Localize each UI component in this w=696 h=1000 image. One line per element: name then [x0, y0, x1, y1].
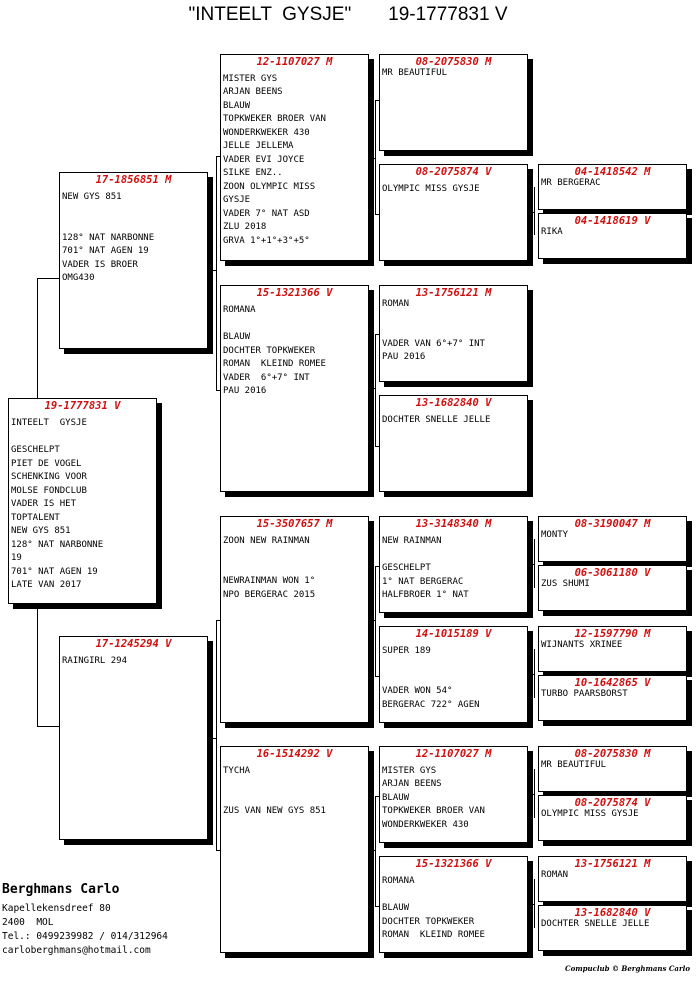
- pigeon-info-line: 701° NAT AGEN 19: [62, 246, 149, 256]
- software-credit: Compuclub © Berghmans Carlo: [565, 964, 690, 973]
- pigeon-info-line: WONDERKWEKER 430: [382, 820, 469, 830]
- owner-city: 2400 MOL: [2, 917, 54, 928]
- tree-connector: [216, 850, 220, 851]
- pigeon-info-line: 1° NAT BERGERAC: [382, 577, 464, 587]
- tree-connector: [534, 649, 535, 698]
- pigeon-info-line: ROMANA: [382, 876, 415, 886]
- tree-connector: [375, 100, 379, 101]
- owner-address: Kapellekensdreef 80: [2, 903, 111, 914]
- pigeon-info-line: ZUS VAN NEW GYS 851: [223, 806, 326, 816]
- pigeon-card-sire: [59, 172, 208, 349]
- pigeon-card-sss: [379, 54, 528, 151]
- pigeon-info-line: VADER IS BROER: [62, 260, 138, 270]
- pigeon-info-line: BLAUW: [382, 903, 410, 913]
- ring-number: 13-1756121 M: [574, 858, 651, 870]
- pigeon-info-line: DOCHTER TOPKWEKER: [382, 917, 475, 927]
- pigeon-card-ds: [220, 516, 369, 723]
- pigeon-info-line: MOLSE FONDCLUB: [11, 486, 87, 496]
- pigeon-info-line: DOCHTER TOPKWEKER: [223, 346, 316, 356]
- tree-connector: [528, 794, 534, 795]
- pigeon-info-line: JELLE JELLEMA: [223, 141, 294, 151]
- pigeon-info-line: OMG430: [62, 273, 95, 283]
- pigeon-card-4-1: [538, 164, 687, 210]
- pigeon-info-line: RAINGIRL 294: [62, 656, 128, 666]
- ring-number: 13-1682840 V: [415, 397, 492, 409]
- pigeon-info-line: BLAUW: [223, 101, 251, 111]
- pigeon-info-line: TURBO PAARSBORST: [541, 689, 628, 699]
- pigeon-card-dss: [379, 516, 528, 613]
- pigeon-info-line: ZLU 2018: [223, 222, 267, 232]
- ring-number: 06-3061180 V: [574, 567, 651, 579]
- tree-connector: [216, 390, 220, 391]
- ring-number: 08-2075874 V: [574, 797, 651, 809]
- pigeon-card-ssd: [379, 164, 528, 261]
- tree-connector: [528, 564, 534, 565]
- pigeon-info-line: ARJAN BEENS: [223, 87, 283, 97]
- ring-number: 04-1418542 M: [574, 166, 651, 178]
- tree-connector: [37, 726, 59, 727]
- pigeon-info-line: VADER 6°+7° INT: [223, 373, 310, 383]
- ring-number: 08-3190047 M: [574, 518, 651, 530]
- pigeon-card-4-6: [538, 675, 687, 721]
- pigeon-info-line: SUPER 189: [382, 646, 431, 656]
- pigeon-info-line: ZOON OLYMPIC MISS: [223, 182, 316, 192]
- pigeon-info-line: RIKA: [541, 227, 563, 237]
- pigeon-info-line: ZUS SHUMI: [541, 579, 590, 589]
- pigeon-info-line: TOPKWEKER BROER VAN: [382, 806, 485, 816]
- pigeon-info-line: DOCHTER SNELLE JELLE: [382, 415, 491, 425]
- owner-name: Berghmans Carlo: [2, 882, 120, 897]
- pigeon-info-line: GYSJE: [223, 195, 251, 205]
- pigeon-info-line: MR BEAUTIFUL: [382, 68, 448, 78]
- ring-number: 04-1418619 V: [574, 215, 651, 227]
- tree-connector: [534, 187, 535, 235]
- pigeon-card-ddd: [379, 856, 528, 953]
- pigeon-info-line: SILKE ENZ..: [223, 168, 283, 178]
- pigeon-info-line: TOPKWEKER BROER VAN: [223, 114, 326, 124]
- pigeon-info-line: HALFBROER 1° NAT: [382, 590, 469, 600]
- pigeon-info-line: TYCHA: [223, 766, 251, 776]
- pigeon-info-line: VADER VAN 6°+7° INT: [382, 339, 485, 349]
- pigeon-info-line: WONDERKWEKER 430: [223, 128, 310, 138]
- tree-connector: [208, 738, 216, 739]
- ring-number: 13-1756121 M: [415, 287, 492, 299]
- pigeon-info-line: GESCHELPT: [382, 563, 431, 573]
- tree-connector: [534, 879, 535, 928]
- pigeon-info-line: BLAUW: [382, 793, 410, 803]
- pigeon-card-4-7: [538, 746, 687, 792]
- pigeon-info-line: GESCHELPT: [11, 445, 60, 455]
- pigeon-card-4-9: [538, 856, 687, 902]
- tree-connector: [369, 620, 375, 621]
- pigeon-info-line: NEW RAINMAN: [382, 536, 442, 546]
- pigeon-info-line: NEWRAINMAN WON 1°: [223, 576, 316, 586]
- pigeon-card-dam: [59, 636, 208, 840]
- tree-connector: [216, 620, 220, 621]
- pigeon-card-4-8: [538, 795, 687, 841]
- tree-connector: [37, 278, 38, 398]
- ring-number: 13-3148340 M: [415, 518, 492, 530]
- ring-number: 19-1777831 V: [44, 400, 121, 412]
- pigeon-info-line: GRVA 1°+1°+3°+5°: [223, 236, 310, 246]
- tree-connector: [375, 446, 379, 447]
- pigeon-info-line: MONTY: [541, 530, 569, 540]
- ring-number: 13-1682840 V: [574, 907, 651, 919]
- tree-connector: [375, 214, 379, 215]
- tree-connector: [528, 212, 534, 213]
- pigeon-info-line: 128° NAT NARBONNE: [11, 540, 104, 550]
- tree-connector: [37, 278, 59, 279]
- tree-connector: [375, 334, 376, 446]
- pigeon-info-line: ZOON NEW RAINMAN: [223, 536, 310, 546]
- tree-connector: [369, 850, 375, 851]
- pigeon-card-ss: [220, 54, 369, 261]
- tree-connector: [216, 620, 217, 850]
- tree-connector: [528, 674, 534, 675]
- owner-email: carloberghmans@hotmail.com: [2, 945, 151, 956]
- pigeon-card-dsd: [379, 626, 528, 723]
- ring-number: 08-2075830 M: [574, 748, 651, 760]
- tree-connector: [375, 566, 379, 567]
- pigeon-info-line: PAU 2016: [382, 352, 426, 362]
- ring-number: 08-2075830 M: [415, 56, 492, 68]
- pigeon-info-line: ROMAN: [382, 299, 410, 309]
- pigeon-card-sd: [220, 285, 369, 492]
- pigeon-info-line: SCHENKING VOOR: [11, 472, 87, 482]
- pigeon-card-4-5: [538, 626, 687, 672]
- tree-connector: [375, 566, 376, 676]
- pigeon-info-line: OLYMPIC MISS GYSJE: [541, 809, 639, 819]
- pigeon-info-line: OLYMPIC MISS GYSJE: [382, 184, 480, 194]
- tree-connector: [375, 796, 379, 797]
- pigeon-card-root: [8, 398, 157, 604]
- pigeon-card-dds: [379, 746, 528, 843]
- pigeon-info-line: VADER IS HET: [11, 499, 77, 509]
- pigeon-info-line: NEW GYS 851: [62, 192, 122, 202]
- pigeon-info-line: NEW GYS 851: [11, 526, 71, 536]
- pigeon-info-line: VADER WON 54°: [382, 686, 453, 696]
- tree-connector: [369, 158, 375, 159]
- pedigree-title: "INTEELT GYSJE" 19-1777831 V: [188, 4, 508, 25]
- pigeon-info-line: ROMAN: [541, 870, 569, 880]
- pigeon-card-4-2: [538, 213, 687, 259]
- tree-connector: [528, 904, 534, 905]
- pigeon-info-line: NPO BERGERAC 2015: [223, 590, 316, 600]
- ring-number: 15-1321366 V: [415, 858, 492, 870]
- ring-number: 17-1856851 M: [95, 174, 172, 186]
- pigeon-info-line: VADER 7° NAT ASD: [223, 209, 310, 219]
- tree-connector: [216, 156, 220, 157]
- pigeon-info-line: 701° NAT AGEN 19: [11, 567, 98, 577]
- owner-phone: Tel.: 0499239982 / 014/312964: [2, 931, 168, 942]
- pigeon-info-line: BERGERAC 722° AGEN: [382, 700, 480, 710]
- pigeon-card-sdd: [379, 395, 528, 492]
- pigeon-info-line: MISTER GYS: [223, 74, 278, 84]
- pigeon-info-line: VADER EVI JOYCE: [223, 155, 305, 165]
- pigeon-card-4-10: [538, 905, 687, 951]
- pigeon-info-line: INTEELT GYSJE: [11, 418, 87, 428]
- tree-connector: [216, 156, 217, 390]
- pigeon-info-line: ROMANA: [223, 305, 256, 315]
- ring-number: 12-1597790 M: [574, 628, 651, 640]
- pigeon-info-line: ROMAN KLEIND ROMEE: [223, 359, 326, 369]
- ring-number: 12-1107027 M: [256, 56, 333, 68]
- ring-number: 15-3507657 M: [256, 518, 333, 530]
- ring-number: 08-2075874 V: [415, 166, 492, 178]
- pigeon-info-line: ROMAN KLEIND ROMEE: [382, 930, 485, 940]
- pigeon-info-line: ARJAN BEENS: [382, 779, 442, 789]
- tree-connector: [375, 334, 379, 335]
- pigeon-info-line: 128° NAT NARBONNE: [62, 233, 155, 243]
- ring-number: 14-1015189 V: [415, 628, 492, 640]
- tree-connector: [37, 604, 38, 726]
- tree-connector: [208, 270, 216, 271]
- pigeon-info-line: PAU 2016: [223, 386, 267, 396]
- pigeon-info-line: TOPTALENT: [11, 513, 60, 523]
- pigeon-card-sds: [379, 285, 528, 382]
- pigeon-card-4-4: [538, 565, 687, 611]
- ring-number: 17-1245294 V: [95, 638, 172, 650]
- tree-connector: [534, 539, 535, 588]
- pigeon-card-dd: [220, 746, 369, 953]
- tree-connector: [375, 906, 379, 907]
- pigeon-info-line: WIJNANTS XRINEE: [541, 640, 623, 650]
- pigeon-info-line: MR BEAUTIFUL: [541, 760, 607, 770]
- tree-connector: [375, 676, 379, 677]
- tree-connector: [534, 769, 535, 818]
- ring-number: 16-1514292 V: [256, 748, 333, 760]
- pigeon-info-line: MISTER GYS: [382, 766, 437, 776]
- pigeon-card-4-3: [538, 516, 687, 562]
- ring-number: 15-1321366 V: [256, 287, 333, 299]
- tree-connector: [375, 796, 376, 906]
- pigeon-info-line: DOCHTER SNELLE JELLE: [541, 919, 650, 929]
- ring-number: 10-1642865 V: [574, 677, 651, 689]
- tree-connector: [375, 100, 376, 214]
- pigeon-info-line: BLAUW: [223, 332, 251, 342]
- ring-number: 12-1107027 M: [415, 748, 492, 760]
- pigeon-info-line: LATE VAN 2017: [11, 580, 82, 590]
- pigeon-info-line: PIET DE VOGEL: [11, 459, 82, 469]
- pigeon-info-line: 19: [11, 553, 22, 563]
- tree-connector: [369, 388, 375, 389]
- pigeon-info-line: MR BERGERAC: [541, 178, 601, 188]
